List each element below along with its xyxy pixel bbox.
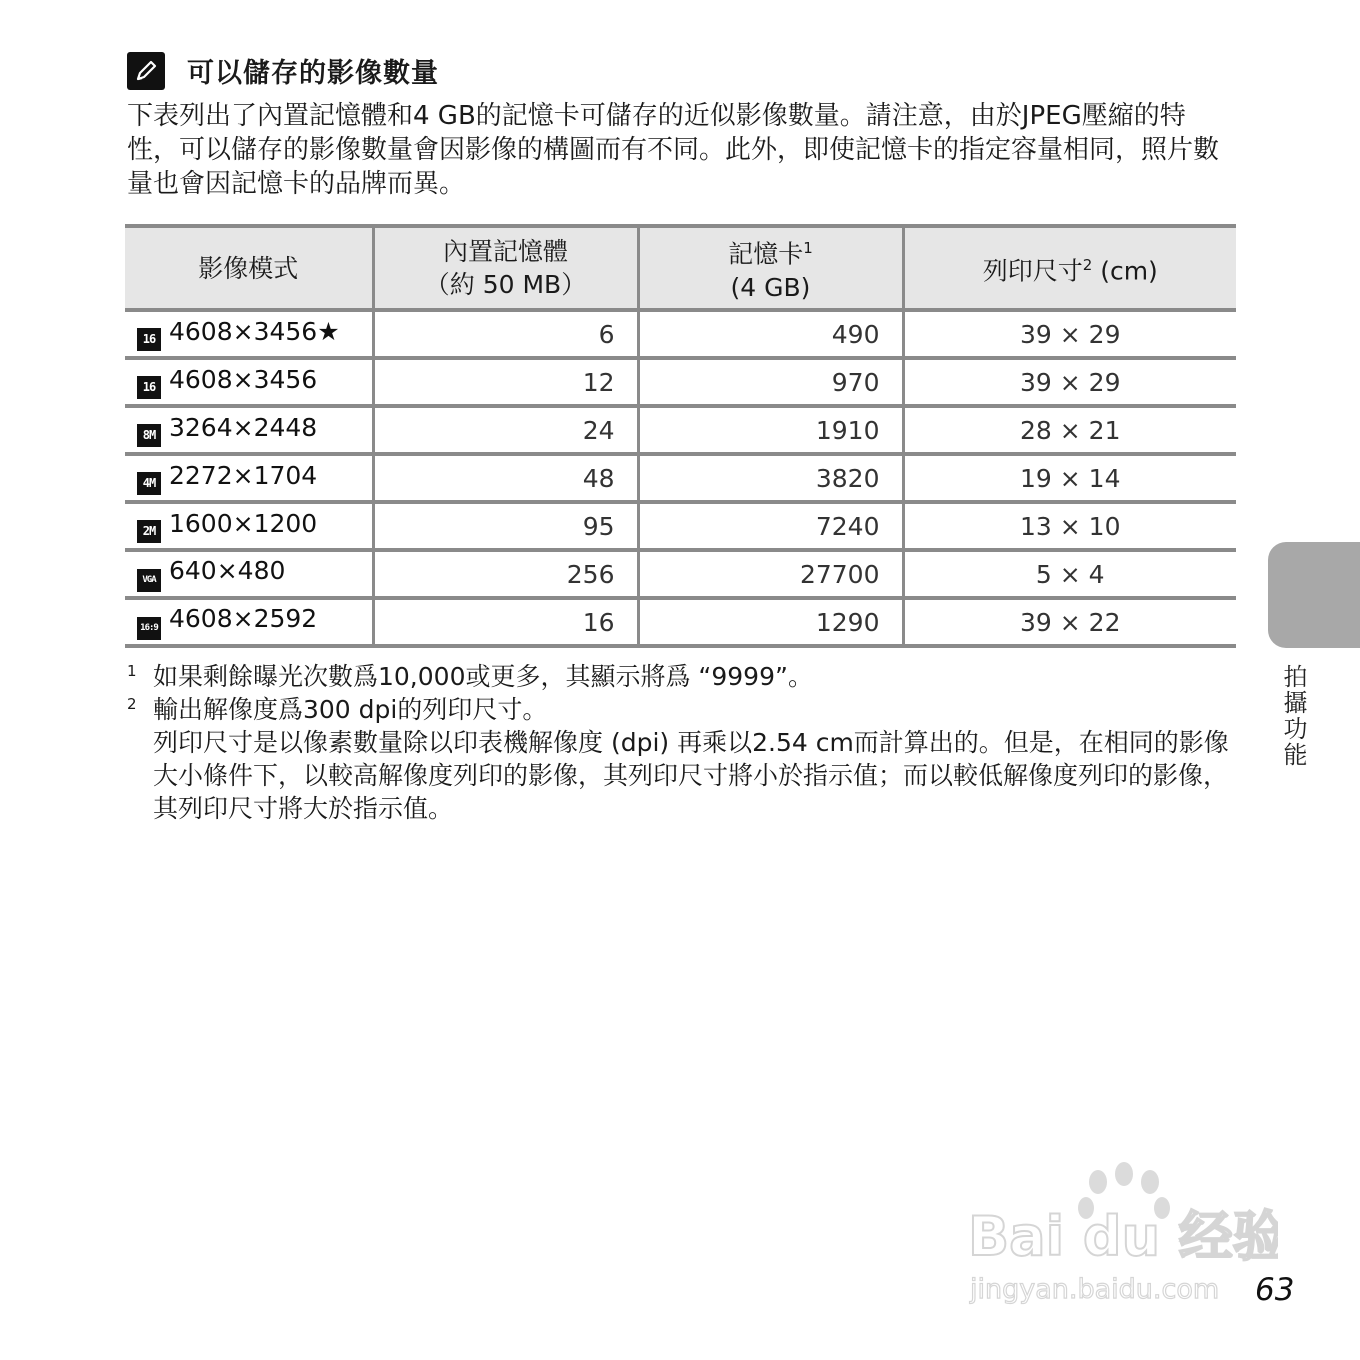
8m-icon: 8M [137, 424, 161, 447]
print-size: 5 × 4 [903, 550, 1236, 598]
table-row [125, 358, 1236, 406]
image-mode: 4608×2592 [169, 604, 318, 633]
internal-count: 16 [373, 598, 638, 646]
print-size: 13 × 10 [903, 502, 1236, 550]
intro-paragraph: 下表列出了內置記憶體和4 GB的記憶卡可儲存的近似影像數量。請注意，由於JPEG壓縮的特性，可以儲存的影像數量會因影像的構圖而有不同。此外，即使記憶卡的指定容量相同，照片數量也會因記憶卡的品牌而異。 [127, 101, 1220, 199]
internal-count: 12 [373, 358, 638, 406]
card-count: 970 [638, 358, 903, 406]
table-row [125, 454, 1236, 502]
4m-icon: 4M [137, 472, 161, 495]
table-row [125, 310, 1236, 358]
footnotes [127, 660, 1237, 825]
footnote-mark: 1 [127, 662, 137, 680]
internal-count: 24 [373, 406, 638, 454]
image-mode: 4608×3456 [169, 365, 318, 394]
16-9-12m-icon: 16:9 [137, 617, 161, 640]
card-count: 27700 [638, 550, 903, 598]
table-row [125, 502, 1236, 550]
image-mode: 2272×1704 [169, 461, 318, 490]
table-row [125, 550, 1236, 598]
print-size: 39 × 29 [903, 358, 1236, 406]
image-mode: 4608×3456★ [169, 317, 340, 346]
internal-count: 6 [373, 310, 638, 358]
2m-icon: 2M [137, 520, 161, 543]
table-row [125, 406, 1236, 454]
card-count: 3820 [638, 454, 903, 502]
header-print-size: 列印尺寸$^2$ (cm) [903, 226, 1236, 310]
print-size: 39 × 22 [903, 598, 1236, 646]
image-mode: 3264×2448 [169, 413, 318, 442]
footnote-2 [127, 693, 1237, 825]
pencil-icon [127, 52, 165, 90]
footnote-text: 如果剩餘曝光次數爲10,000或更多，其顯示將爲 “9999”。 [153, 662, 813, 691]
card-count: 1290 [638, 598, 903, 646]
print-size: 28 × 21 [903, 406, 1236, 454]
vga-icon: VGA [137, 569, 161, 592]
internal-count: 256 [373, 550, 638, 598]
card-count: 1910 [638, 406, 903, 454]
card-count: 7240 [638, 502, 903, 550]
image-mode: 1600×1200 [169, 509, 318, 538]
header-image-mode: 影像模式 [125, 226, 373, 310]
header-memory-card: 記憶卡$^1$ (4 GB) [638, 226, 903, 310]
image-mode: 640×480 [169, 556, 286, 585]
internal-count: 95 [373, 502, 638, 550]
watermark-url: jingyan.baidu.com [970, 1274, 1220, 1305]
footnote-extra: 列印尺寸是以像素數量除以印表機解像度 (dpi) 再乘以2.54 cm而計算出的。但是，在相同的影像大小條件下，以較高解像度列印的影像，其列印尺寸將小於指示值；而以較低解像度列印的影像，其列印尺寸將大於指示值。 [153, 728, 1229, 823]
section-title: 可以儲存的影像數量 [187, 58, 439, 89]
page-number: 63 [1255, 1272, 1295, 1308]
table-row [125, 598, 1236, 646]
chapter-tab [1268, 542, 1360, 648]
watermark-brand: Bai du 经验 [968, 1205, 1278, 1268]
image-count-table [125, 224, 1236, 648]
chapter-label: 拍攝功能 [1279, 664, 1307, 768]
16m-icon: 16 [137, 376, 161, 399]
footnote-mark: 2 [127, 695, 137, 713]
16m-star-icon: 16 [137, 328, 161, 351]
table-header-row [125, 226, 1236, 310]
footnote-1 [127, 660, 1237, 693]
print-size: 39 × 29 [903, 310, 1236, 358]
header-internal-memory: 內置記憶體 （約 50 MB） [373, 226, 638, 310]
card-count: 490 [638, 310, 903, 358]
footnote-text: 輸出解像度爲300 dpi的列印尺寸。 [153, 695, 548, 724]
note-heading [127, 51, 439, 90]
print-size: 19 × 14 [903, 454, 1236, 502]
internal-count: 48 [373, 454, 638, 502]
watermark-logo [968, 1160, 1278, 1314]
